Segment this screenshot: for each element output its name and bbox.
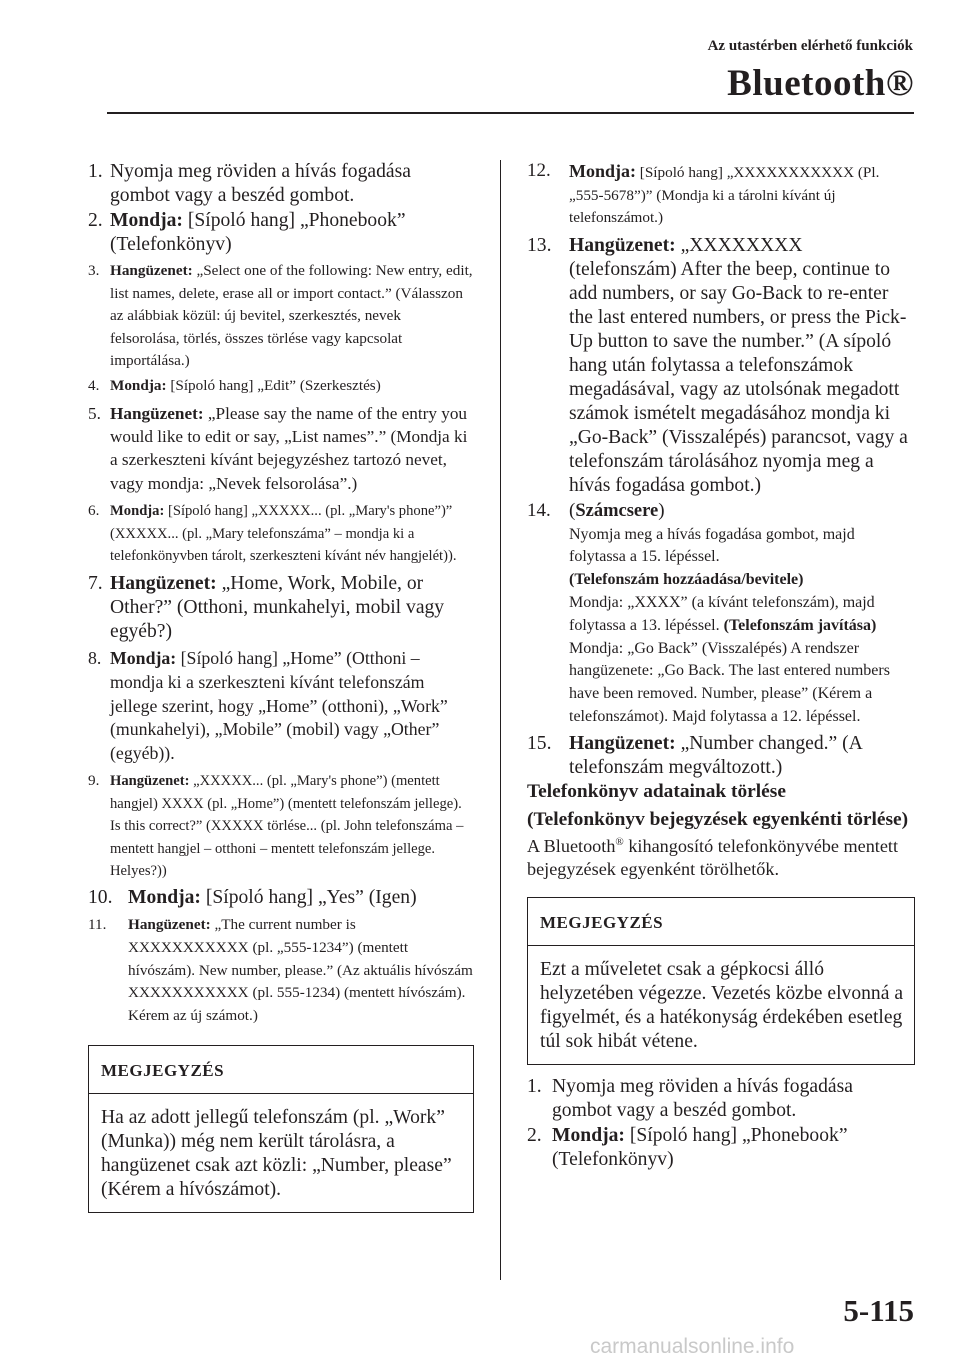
note-text: Ezt a műveletet csak a gépkocsi álló helyzetében végezze. Vezetés közbe elvonná a figyelmét, és a hatékonyság érdekében esetleg túl sok hibát vétene. <box>540 958 904 1052</box>
header-section-title: Az utastérben elérhető funkciók <box>707 38 913 54</box>
note-title: MEGJEGYZÉS <box>528 898 914 946</box>
section-subheading: (Telefonkönyv bejegyzések egyenkénti törlése) <box>527 809 909 831</box>
step-3: 3. Hangüzenet: „Select one of the following: New entry, edit, list names, delete, erase all or import contact.” (Válasszon az alábbiak közül: új bevitel, szerkesztés, nevek felsorolása, törlés, összes törlése vagy kapcsolat importálása.) <box>88 262 473 370</box>
step-4: 4. Mondja: [Sípoló hang] „Edit” (Szerkesztés) <box>88 376 381 394</box>
intro-paragraph: A Bluetooth® kihangosító telefonkönyvébe mentett bejegyzések egyenként törölhetők. <box>527 835 899 879</box>
step-8: 8. Mondja: [Sípoló hang] „Home” (Otthoni – mondja ki a szerkeszteni kívánt telefonszám jellege szerint, hogy „Home” (otthoni), „Work” (munkahelyi), „Mobile” (mobil) vagy „Other” (egyéb)). <box>88 648 448 763</box>
final-step-1: 1. Nyomja meg röviden a hívás fogadása gombot vagy a beszéd gombot. <box>527 1075 853 1121</box>
right-column <box>527 160 915 1172</box>
column-divider <box>500 160 501 1280</box>
step-14: 14. (Számcsere) Nyomja meg a hívás fogadása gombot, majd folytassa a 15. lépéssel. (Telefonszám hozzáadása/bevitele) Mondja: „XXXX” (a kívánt telefonszám), majd folytassa a 13. lépéssel. (Telefonszám javítása) Mondja: „Go Back” (Visszalépés) A rendszer hangüzenete: „Go Back. The last entered numbers have been removed. Number, please” (Kérem a telefonszámot). Majd folytassa a 12. lépéssel. <box>527 499 890 725</box>
step-9: 9. Hangüzenet: „XXXXX... (pl. „Mary's phone”) (mentett hangjel) XXXX (pl. „Home”) (mentett telefonszám jellege). Is this correct?” (XXXXX törlése... (pl. John telefonszáma – mentett hangjel – otthoni – mentett telefonszám jellege. Helyes?)) <box>88 772 464 879</box>
step-2: 2. Mondja: [Sípoló hang] „Phonebook” (Telefonkönyv) <box>88 210 406 255</box>
final-step-2: 2. Mondja: [Sípoló hang] „Phonebook” (Telefonkönyv) <box>527 1124 848 1170</box>
note-box-left <box>88 1045 474 1213</box>
note-box-right <box>527 897 915 1065</box>
step-5: 5. Hangüzenet: „Please say the name of the entry you would like to edit or say, „List names”.” (Mondja ki a szerkeszteni kívánt bejegyzéshez tartozó nevet, vagy mondja: „Nevek felsorolása”.) <box>88 403 468 493</box>
step-12: 12. Mondja: [Sípoló hang] „XXXXXXXXXXX (Pl. „555-5678”)” (Mondja ki a tárolni kívánt új telefonszámot.) <box>527 160 880 227</box>
header-title: Bluetooth® <box>727 63 914 104</box>
left-column <box>88 160 474 1213</box>
step-11: 11. Hangüzenet: „The current number is XXXXXXXXXXX (pl. „555-1234”) (mentett hívószám). New number, please.” (Az aktuális hívószám XXXXXXXXXXX (pl. 555-1234) (mentett hívószám). Kérem az új számot.) <box>88 916 473 1024</box>
step-13: 13. Hangüzenet: „XXXXXXXX (telefonszám) After the beep, continue to add numbers, or say Go-Back to re-enter the last entered numbers, or press the Pick-Up button to save the number.” (A sípoló hang után folytassa a telefonszámok megadásával, vagy az utolsónak megadott számok ismételt megadásához mondja ki „Go-Back” (Visszalépés) parancsot, vagy a telefonszám tárolásához nyomja meg a hívás fogadása gombot.) <box>527 234 908 496</box>
header-rule <box>107 112 914 114</box>
watermark: carmanualsonline.info <box>590 1335 795 1358</box>
step-10: 10. Mondja: [Sípoló hang] „Yes” (Igen) <box>88 887 417 909</box>
section-heading: Telefonkönyv adatainak törlése <box>527 780 786 802</box>
step-1: 1. Nyomja meg röviden a hívás fogadása gombot vagy a beszéd gombot. <box>88 161 411 206</box>
note-title: MEGJEGYZÉS <box>89 1046 473 1094</box>
step-6: 6. Mondja: [Sípoló hang] „XXXXX... (pl. „Mary's phone”)” (XXXXX... (pl. „Mary telefonszáma” – mondja ki a telefonkönyvben tárolt, szerkeszteni kívánt név hangjelét)). <box>88 502 457 564</box>
page-number: 5-115 <box>843 1293 914 1328</box>
note-text: Ha az adott jellegű telefonszám (pl. „Work” (Munka)) még nem került tárolásra, a hangüzenet csak azt közli: „Number, please” (Kérem a hívószámot). <box>101 1107 452 1201</box>
step-7: 7. Hangüzenet: „Home, Work, Mobile, or Other?” (Otthoni, munkahelyi, mobil vagy egyéb?) <box>88 573 445 643</box>
step-15: 15. Hangüzenet: „Number changed.” (A telefonszám megváltozott.) <box>527 732 862 778</box>
